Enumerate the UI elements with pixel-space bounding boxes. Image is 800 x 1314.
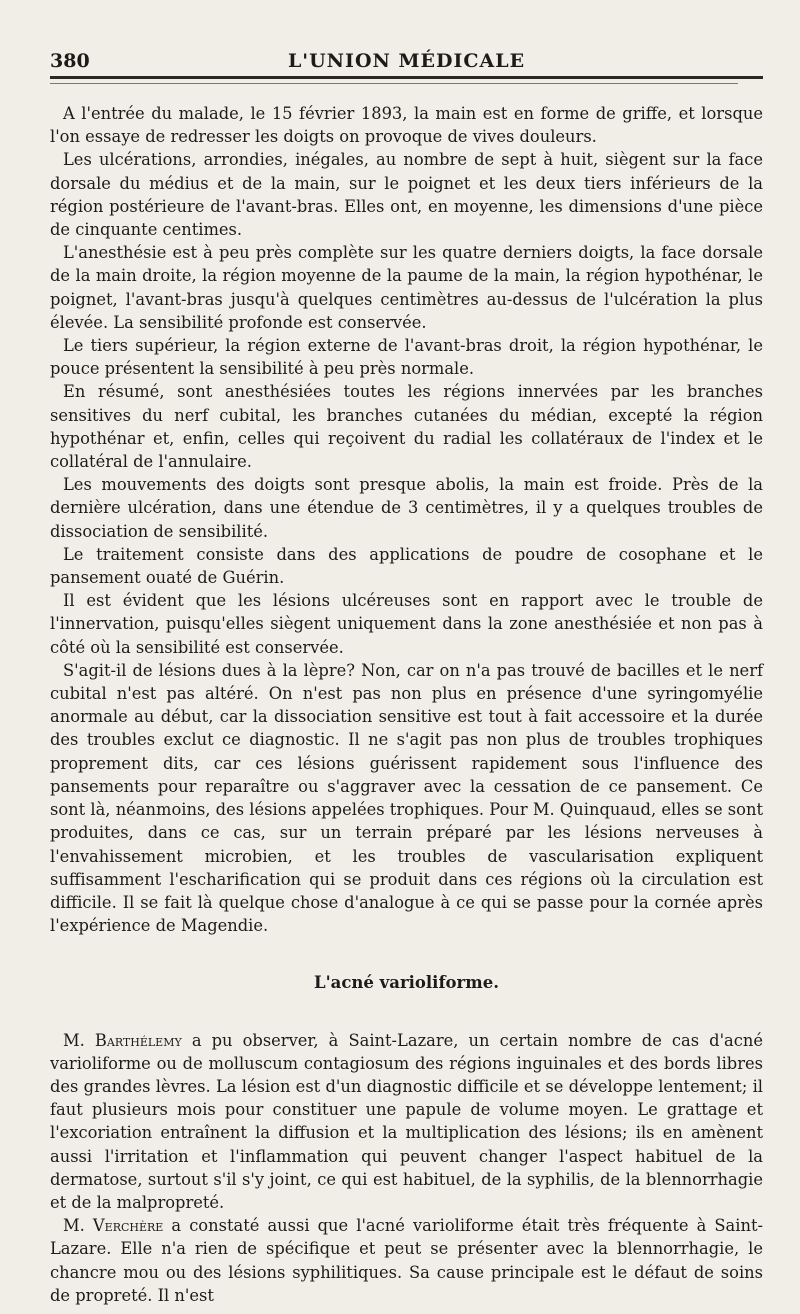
paragraph-text: a pu observer, à Saint-Lazare, un certain nombre de cas d'acné varioliforme ou de molluscum contagiosum des régions inguinales et des bords libres des grandes lèvres. La lésion est d'un diagnostic difficile et se développe lentement; il faut plusieurs mois pour constituer une papule de volume moyen. Le grattage et l'excoriation entraînent la diffusion et la multiplication des lésions; ils en amènent aussi l'irritation et l'inflammation qui peuvent changer l'aspect habituel de la dermatose, surtout s'il s'y joint, ce qui est habituel, de la syphilis, de la blennorrhagie et de la malpropreté.: [50, 1030, 764, 1212]
paragraph-text: a constaté aussi que l'acné varioliforme était très fréquente à Saint-Lazare. Elle n'a rien de spécifique et peut se présenter avec la blennorrhagie, le chancre mou ou des lésions syphilitiques. Sa cause principale est le défaut de soins de propreté. Il n'est: [50, 1216, 763, 1305]
author-name: M. Barthélemy: [63, 1030, 182, 1050]
header-rule: [50, 83, 738, 84]
paragraph: Les ulcérations, arrondies, inégales, au nombre de sept à huit, siègent sur la face dorsale du médius et de la main, sur le poignet et les deux tiers inférieurs de la région postérieure de l'avant-bras. Elles ont, en moyenne, les dimensions d'une pièce de cinquante centimes.: [50, 150, 763, 240]
paragraph: [50, 1029, 763, 1215]
paragraph: S'agit-il de lésions dues à la lèpre? Non, car on n'a pas trouvé de bacilles et le nerf cubital n'est pas altéré. On n'est pas non plus en présence d'une syringomyélie anormale au début, car la dissociation sensitive est tout à fait accessoire et la durée des troubles exclut ce diagnostic. Il ne s'agit pas non plus de troubles trophiques proprement dits, car ces lésions guérissent rapidement sous l'influence des pansements pour reparaître ou s'aggraver avec la cessation de ce pansement. Ce sont là, néanmoins, des lésions appelées trophiques. Pour M. Quinquaud, elles se sont produites, dans ce cas, sur un terrain préparé par les lésions nerveuses à l'envahissement microbien, et les troubles de vascularisation expliquent suffisamment l'eschariﬁcation qui se produit dans ces régions où la circulation est difficile. Il se fait là quelque chose d'analogue à ce qui se passe pour la cornée après l'expérience de Magendie.: [50, 660, 763, 936]
paragraph: Le tiers supérieur, la région externe de l'avant-bras droit, la région hypothénar, le pouce présentent la sensibilité à peu près normale.: [50, 336, 763, 379]
page-number: 380: [50, 50, 90, 72]
article-body: [50, 102, 763, 1307]
running-title: L'UNION MÉDICALE: [287, 50, 526, 72]
paragraph: Les mouvements des doigts sont presque abolis, la main est froide. Près de la dernière ulcération, dans une étendue de 3 centimètres, il y a quelques troubles de dissociation de sensibilité.: [50, 475, 763, 541]
paragraph: A l'entrée du malade, le 15 février 1893, la main est en forme de griffe, et lorsque l'on essaye de redresser les doigts on provoque de vives douleurs.: [50, 104, 763, 147]
paragraph: [50, 1214, 763, 1307]
paragraph: Il est évident que les lésions ulcéreuses sont en rapport avec le trouble de l'innervation, puisqu'elles siègent uniquement dans la zone anesthésiée et non pas à côté où la sensibilité est conservée.: [50, 591, 763, 657]
paragraph: L'anesthésie est à peu près complète sur les quatre derniers doigts, la face dorsale de la main droite, la région moyenne de la paume de la main, la région hypothénar, le poignet, l'avant-bras jusqu'à quelques centimètres au-dessus de l'ulcération la plus élevée. La sensibilité profonde est conservée.: [50, 243, 763, 332]
paragraph: En résumé, sont anesthésiées toutes les régions innervées par les branches sensitives du nerf cubital, les branches cutanées du médian, excepté la région hypothénar et, enfin, celles qui reçoivent du radial les collatéraux de l'index et le collatéral de l'annulaire.: [50, 382, 763, 472]
page-header: [50, 42, 763, 79]
author-name: M. Verchère: [63, 1216, 164, 1236]
section-title: L'acné varioliforme.: [314, 973, 499, 993]
paragraph: Le traitement consiste dans des applications de poudre de cosophane et le pansement ouaté de Guérin.: [50, 544, 763, 588]
